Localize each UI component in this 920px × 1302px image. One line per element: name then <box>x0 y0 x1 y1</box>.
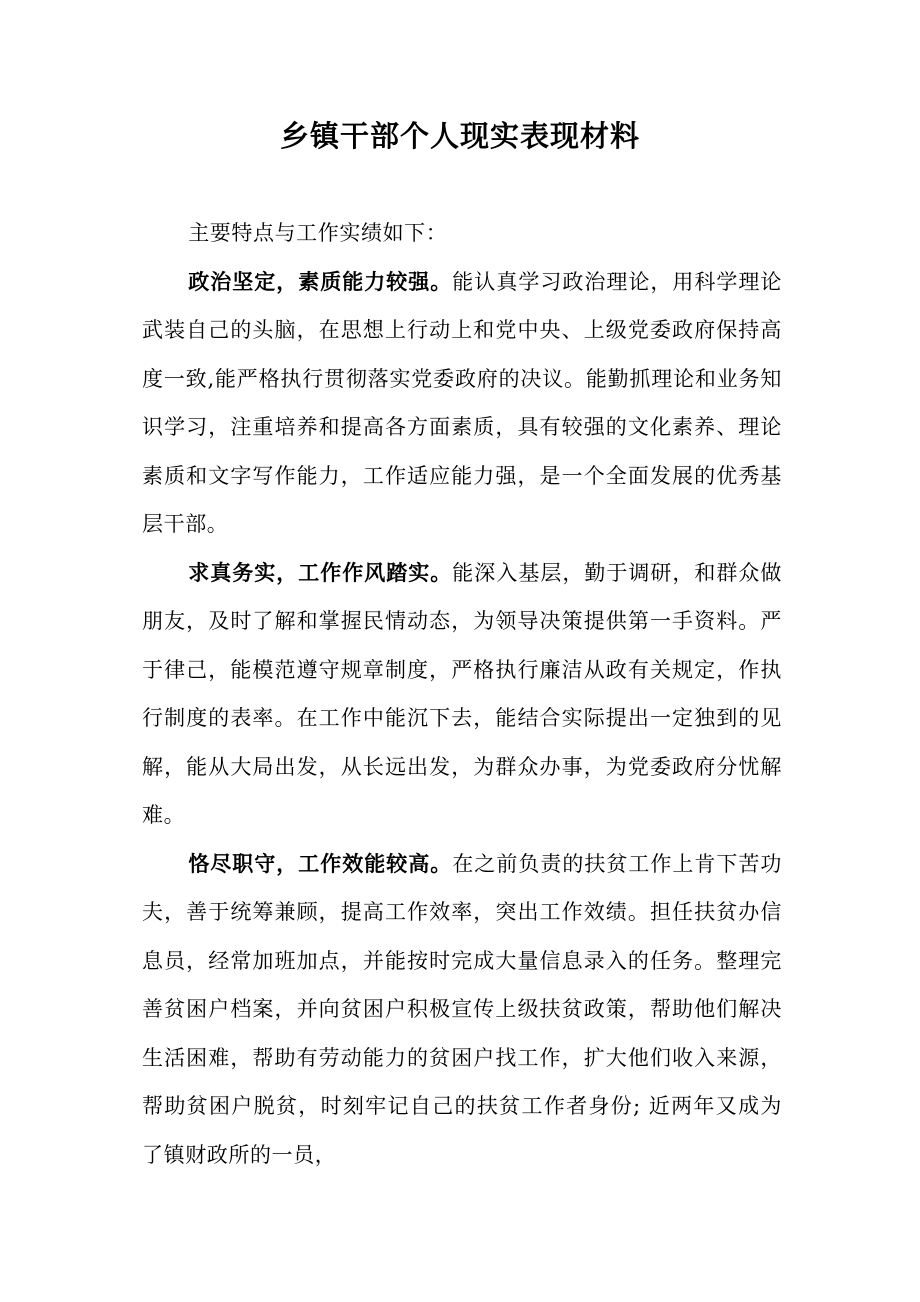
document-body <box>142 209 782 1179</box>
section-text: 在之前负责的扶贫工作上肯下苦功夫，善于统筹兼顾，提高工作效率，突出工作效绩。担任扶贫办信息员，经常加班加点，并能按时完成大量信息录入的任务。整理完善贫困户档案，并向贫困户积极宣传上级扶贫政策，帮助他们解决生活困难，帮助有劳动能力的贫困户找工作，扩大他们收入来源，帮助贫困户脱贫，时刻牢记自己的扶贫工作者身份; 近两年又成为了镇财政所的一员， <box>142 851 783 1167</box>
section-heading: 恪尽职守，工作效能较高。 <box>188 851 453 876</box>
section-text: 能深入基层，勤于调研，和群众做朋友，及时了解和掌握民情动态，为领导决策提供第一手资料。严于律己，能模范遵守规章制度，严格执行廉洁从政有关规定，作执行制度的表率。在工作中能沉下去，能结合实际提出一定独到的见解，能从大局出发，从长远出发，为群众办事，为党委政府分忧解难。 <box>142 560 783 827</box>
section-text: 能认真学习政治理论，用科学理论武装自己的头脑，在思想上行动上和党中央、上级党委政府保持高度一致,能严格执行贯彻落实党委政府的决议。能勤抓理论和业务知识学习，注重培养和提高各方面素质，具有较强的文化素养、理论素质和文字写作能力，工作适应能力强，是一个全面发展的优秀基层干部。 <box>142 269 783 536</box>
section-paragraph-work-style <box>142 549 782 840</box>
section-heading: 政治坚定，素质能力较强。 <box>188 269 453 294</box>
intro-paragraph <box>142 209 782 258</box>
section-heading: 求真务实，工作作风踏实。 <box>188 560 453 585</box>
intro-text: 主要特点与工作实绩如下： <box>188 221 448 245</box>
section-paragraph-political <box>142 258 782 549</box>
section-paragraph-efficiency <box>142 840 782 1180</box>
document-title: 乡镇干部个人现实表现材料 <box>279 119 640 153</box>
